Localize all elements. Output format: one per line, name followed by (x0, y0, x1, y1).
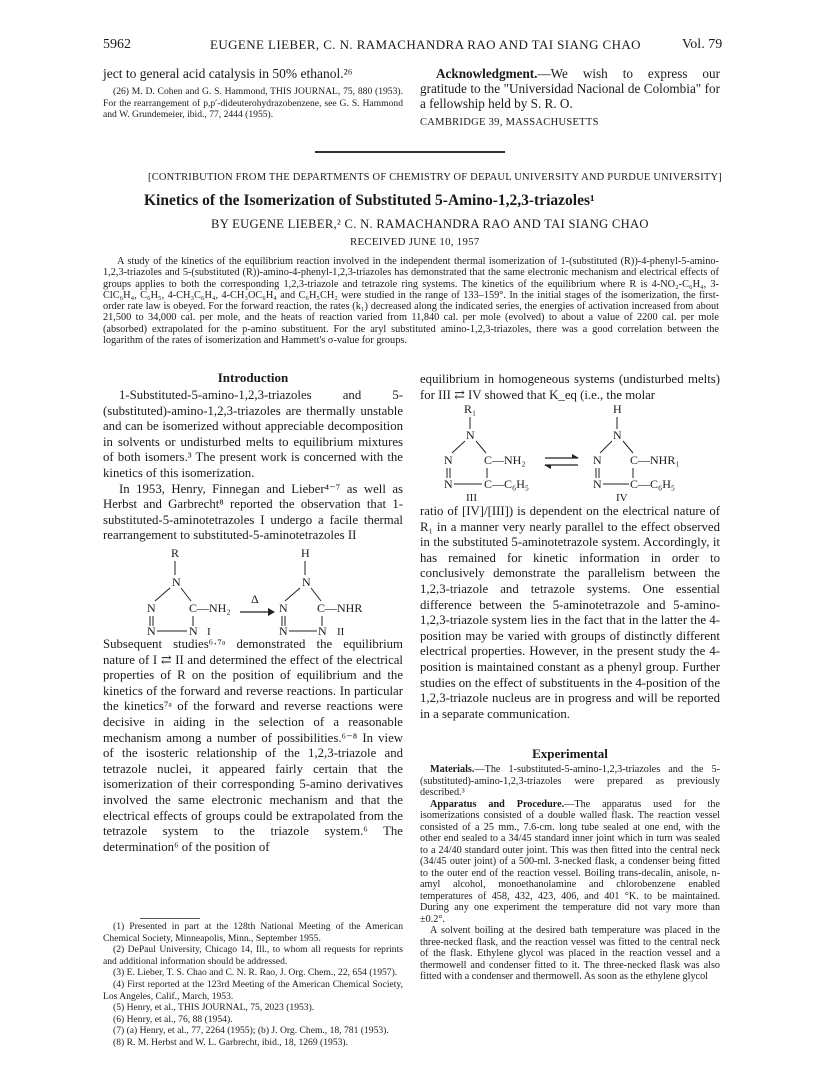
scheme2-left-sub: C—NH₂ (484, 453, 526, 467)
experimental-body (420, 764, 720, 983)
apparatus-text: —The apparatus used for the isomerizations consisted of a double walled flask. The reaction vessel consisted of a 25 mm., 7.6-cm. long tube sealed at one end, with the other end sealed to a 34/45 standard inner joint which in turn was sealed to a 24/40 standard outer joint. This was then fitted into the central neck (34/45 outer joint) of a 500-ml. 3-necked flask, a condenser being fitted to the outer end of the reaction vessel. Boiling trans-decalin, anisole, n-amyl alcohol, monoethanolamine and chlorobenzene enabled temperatures of 458, 432, 423, 406, and 401 °K. to be maintained. During any one experiment the temperature did not vary more than ±0.2°. (420, 798, 721, 925)
scheme2-left-n3: N (444, 477, 453, 491)
scheme2-right-id: IV (616, 492, 628, 502)
footnote-8: (8) R. M. Herbst and W. L. Garbrecht, ibid., 18, 1269 (1953). (113, 1036, 349, 1048)
intro-paragraph-2: In 1953, Henry, Finnegan and Lieber⁴⁻⁷ as well as Herbst and Garbrecht⁸ reported the observation that 1-substituted-5-aminotetrazoles I undergo a facile thermal rearrangement to substituted-5-aminotetrazoles II (103, 481, 403, 543)
scheme1-right-id: II (337, 626, 345, 636)
received-date: RECEIVED JUNE 10, 1957 (350, 236, 480, 248)
ack-text: —We wish to express our gratitude to the "Universidad Nacional de Colombia" for a fellowship held by S. R. O. (420, 66, 720, 111)
footnote-2: (2) DePaul University, Chicago 14, Ill., to whom all requests for reprints and additional information should be addressed. (103, 944, 403, 967)
scheme1-right-sub: C—NHR (317, 601, 363, 615)
scheme1-left-n2: N (147, 601, 156, 615)
footnotes (103, 921, 403, 1049)
experimental-heading: Experimental (532, 746, 608, 761)
scheme2-right-top: H (613, 402, 622, 416)
page-number: 5962 (103, 37, 131, 52)
intro-paragraph-3-text: Subsequent studies⁶·⁷ᵃ demonstrated the equilibrium nature of I ⇄ II and determined the effect of the electrical properties of R on the position of equilibrium and the kinetics of the forward and reverse reactions. In particular the kinetics⁷ᵃ of the forward and reverse reactions were decisive in aiding in the selection of a reasonable mechanism among a number of possibilities.⁶⁻⁸ In view of the isosteric relationship of the 1,2,3-triazole and tetrazole nuclei, it appeared fairly certain that the isomerization of their corresponding 5-amino derivatives involved the same electronic mechanism and that the electrical effects of groups could be extrapolated from the tetrazole system to the triazole system.⁶ The determination⁶ of the position of (103, 637, 403, 854)
running-title: EUGENE LIEBER, C. N. RAMACHANDRA RAO AND TAI SIANG CHAO (210, 37, 641, 52)
footnote-3: (3) E. Lieber, T. S. Chao and C. N. R. Rao, J. Org. Chem., 22, 654 (1957). (113, 967, 398, 979)
scheme2-left-top: R₁ (464, 402, 477, 416)
footnote-rule (140, 918, 200, 919)
intro-paragraph-3 (103, 637, 403, 855)
prev-article-tail: ject to general acid catalysis in 50% ethanol.²⁶ (103, 66, 353, 81)
volume: Vol. 79 (682, 37, 723, 52)
scheme1-left-id: I (207, 626, 211, 636)
footnote-26: (26) M. D. Cohen and G. S. Hammond, THIS JOURNAL, 75, 880 (1953). For the rearrangement of p,p′-dideuterohydrazobenzene, see G. S. Hammond and W. Grundemeier, ibid., 77, 2444 (1955). (103, 86, 403, 121)
intro-right-top-text: equilibrium in homogeneous systems (undisturbed melts) for III ⇄ IV showed that K_eq (i.e., the molar (420, 372, 720, 402)
scheme2-right-n3: N (593, 477, 602, 491)
scheme2-left-id: III (466, 492, 477, 502)
materials-heading: Materials. (430, 764, 475, 775)
intro-paragraphs (103, 388, 403, 544)
scheme1-left-top: R (171, 546, 180, 560)
scheme2-left-ph: C—C₆H₅ (484, 477, 530, 491)
scheme-I-II (103, 546, 403, 636)
scheme1-left-n3: N (147, 624, 156, 636)
scheme2-left-n2: N (444, 453, 453, 467)
prev-article-footnote (103, 86, 403, 121)
scheme1-right-n4: N (318, 624, 327, 636)
materials-text: —The 1-substituted-5-amino-1,2,3-triazoles and the 5-(substituted)-amino-1,2,3-triazoles were prepared as previously described.³ (420, 764, 720, 798)
footnote-1: (1) Presented in part at the 128th National Meeting of the American Chemical Society, Minneapolis, Minn., September 1955. (103, 921, 403, 944)
acknowledgment (420, 66, 720, 111)
contribution-line: [CONTRIBUTION FROM THE DEPARTMENTS OF CHEMISTRY OF DEPAUL UNIVERSITY AND PURDUE UNIVERSITY] (148, 172, 723, 183)
scheme1-arrow-label: Δ (251, 592, 259, 606)
footnote-5: (5) Henry, et al., THIS JOURNAL, 75, 2023 (1953). (113, 1002, 315, 1014)
scheme1-right-n2: N (279, 601, 288, 615)
intro-right-bottom (420, 504, 720, 722)
abstract: A study of the kinetics of the equilibrium reaction involved in the independent thermal isomerization of 1-(substituted (R))-4-phenyl-5-amino-1,2,3-triazoles and 5-(substituted (R))-amino-4-phenyl-1,2,3-triazoles has demonstrated that the same electronic mechanism and electrical effects of groups applies to both the corresponding 1,2,3-triazole and tetrazole ring systems. The kinetics of the equilibrium where R is 4-NO₂-C₆H₄, 3-ClC₆H₄, C₆H₅, 4-CH₃C₆H₄, 4-CH₃OC₆H₄ and C₆H₅CH₂ were studied in the range of 133–159°. In the initial stages of the isomerization, the first-order rate law is obeyed. For the forward reaction, the rates (k₁) decreased along the indicated series, the energies of activation increased from about 21,500 to 34,000 cal. per mole, and the heats of reaction varied from 11,840 cal. per mole (evolved) to about a value of 2200 cal. per mole (absorbed) extrapolated for the p-amino substituent. For the aryl substituted amino-1,2,3-triazoles, there was a good correlation between the logarithm of the rates of isomerization and Hammett's σ-value for groups. (103, 256, 719, 347)
intro-paragraph-1: 1-Substituted-5-amino-1,2,3-triazoles and 5-(substituted)-amino-1,2,3-triazoles are thermally unstable and can be isomerized without appreciable decomposition in solvents or undisturbed melts to equilibrium mixtures of both isomers.³ The present work is concerned with the kinetics of this isomerization. (103, 388, 403, 480)
scheme2-left-n1: N (466, 428, 475, 442)
scheme1-right-n1: N (302, 575, 311, 589)
scheme1-left-sub: C—NH₂ (189, 601, 231, 615)
scheme1-left-n4: N (189, 624, 198, 636)
scheme2-right-n1: N (613, 428, 622, 442)
divider (315, 151, 505, 153)
experimental-paragraph-3: A solvent boiling at the desired bath temperature was placed in the three-necked flask, and the reaction vessel was fitted to the central neck of the flask. Ethylene glycol was placed in the reaction vessel and a thermowell and condenser fitted to it. The three-necked flask was also fitted with a condenser and thermowell. As soon as the ethylene glycol (420, 925, 720, 982)
ack-heading: Acknowledgment. (436, 66, 538, 81)
scheme2-right-sub: C—NHR₁ (630, 453, 680, 467)
footnote-4: (4) First reported at the 123rd Meeting of the American Chemical Society, Los Angeles, Calif., March, 1953. (103, 978, 403, 1002)
intro-right-top (420, 372, 720, 403)
scheme2-right-n2: N (593, 453, 602, 467)
affiliation: CAMBRIDGE 39, MASSACHUSETTS (420, 117, 599, 128)
scheme1-right-top: H (301, 546, 310, 560)
introduction-heading: Introduction (217, 370, 289, 385)
article-title: Kinetics of the Isomerization of Substituted 5-Amino-1,2,3-triazoles¹ (144, 192, 595, 209)
scheme1-left-n1: N (172, 575, 181, 589)
intro-right-bottom-text: ratio of [IV]/[III]) is dependent on the electrical nature of R₁ in a manner very nearly parallel to the effect observed in the substituted 5-aminotetrazole system. Accordingly, it has remained for kinetic information in order to conclusively demonstrate the parallelism between the 1,2,3-triazole and tetrazole systems. One essential difference between the 5-aminotetrazole and 5-amino-1,2,3-triazole system lies in the fact that in the latter the 4-position may be varied with groups of distinctly different electrical properties. However, in the present study the 4-position is maintained constant as a phenyl group. Further studies on the effect of substituents in the 4-position of the 1,2,3-triazole nucleus are in progress and will be reported in a separate communication. (420, 504, 720, 721)
scheme2-right-ph: C—C₆H₅ (630, 477, 676, 491)
scheme-III-IV (420, 402, 720, 502)
apparatus-heading: Apparatus and Procedure. (430, 798, 565, 810)
footnote-7: (7) (a) Henry, et al., 77, 2264 (1955); (b) J. Org. Chem., 18, 781 (1953). (113, 1025, 389, 1037)
footnote-6: (6) Henry, et al., 76, 88 (1954). (113, 1013, 233, 1025)
scheme1-right-n3: N (279, 624, 288, 636)
article-authors: BY EUGENE LIEBER,² C. N. RAMACHANDRA RAO AND TAI SIANG CHAO (211, 217, 649, 231)
